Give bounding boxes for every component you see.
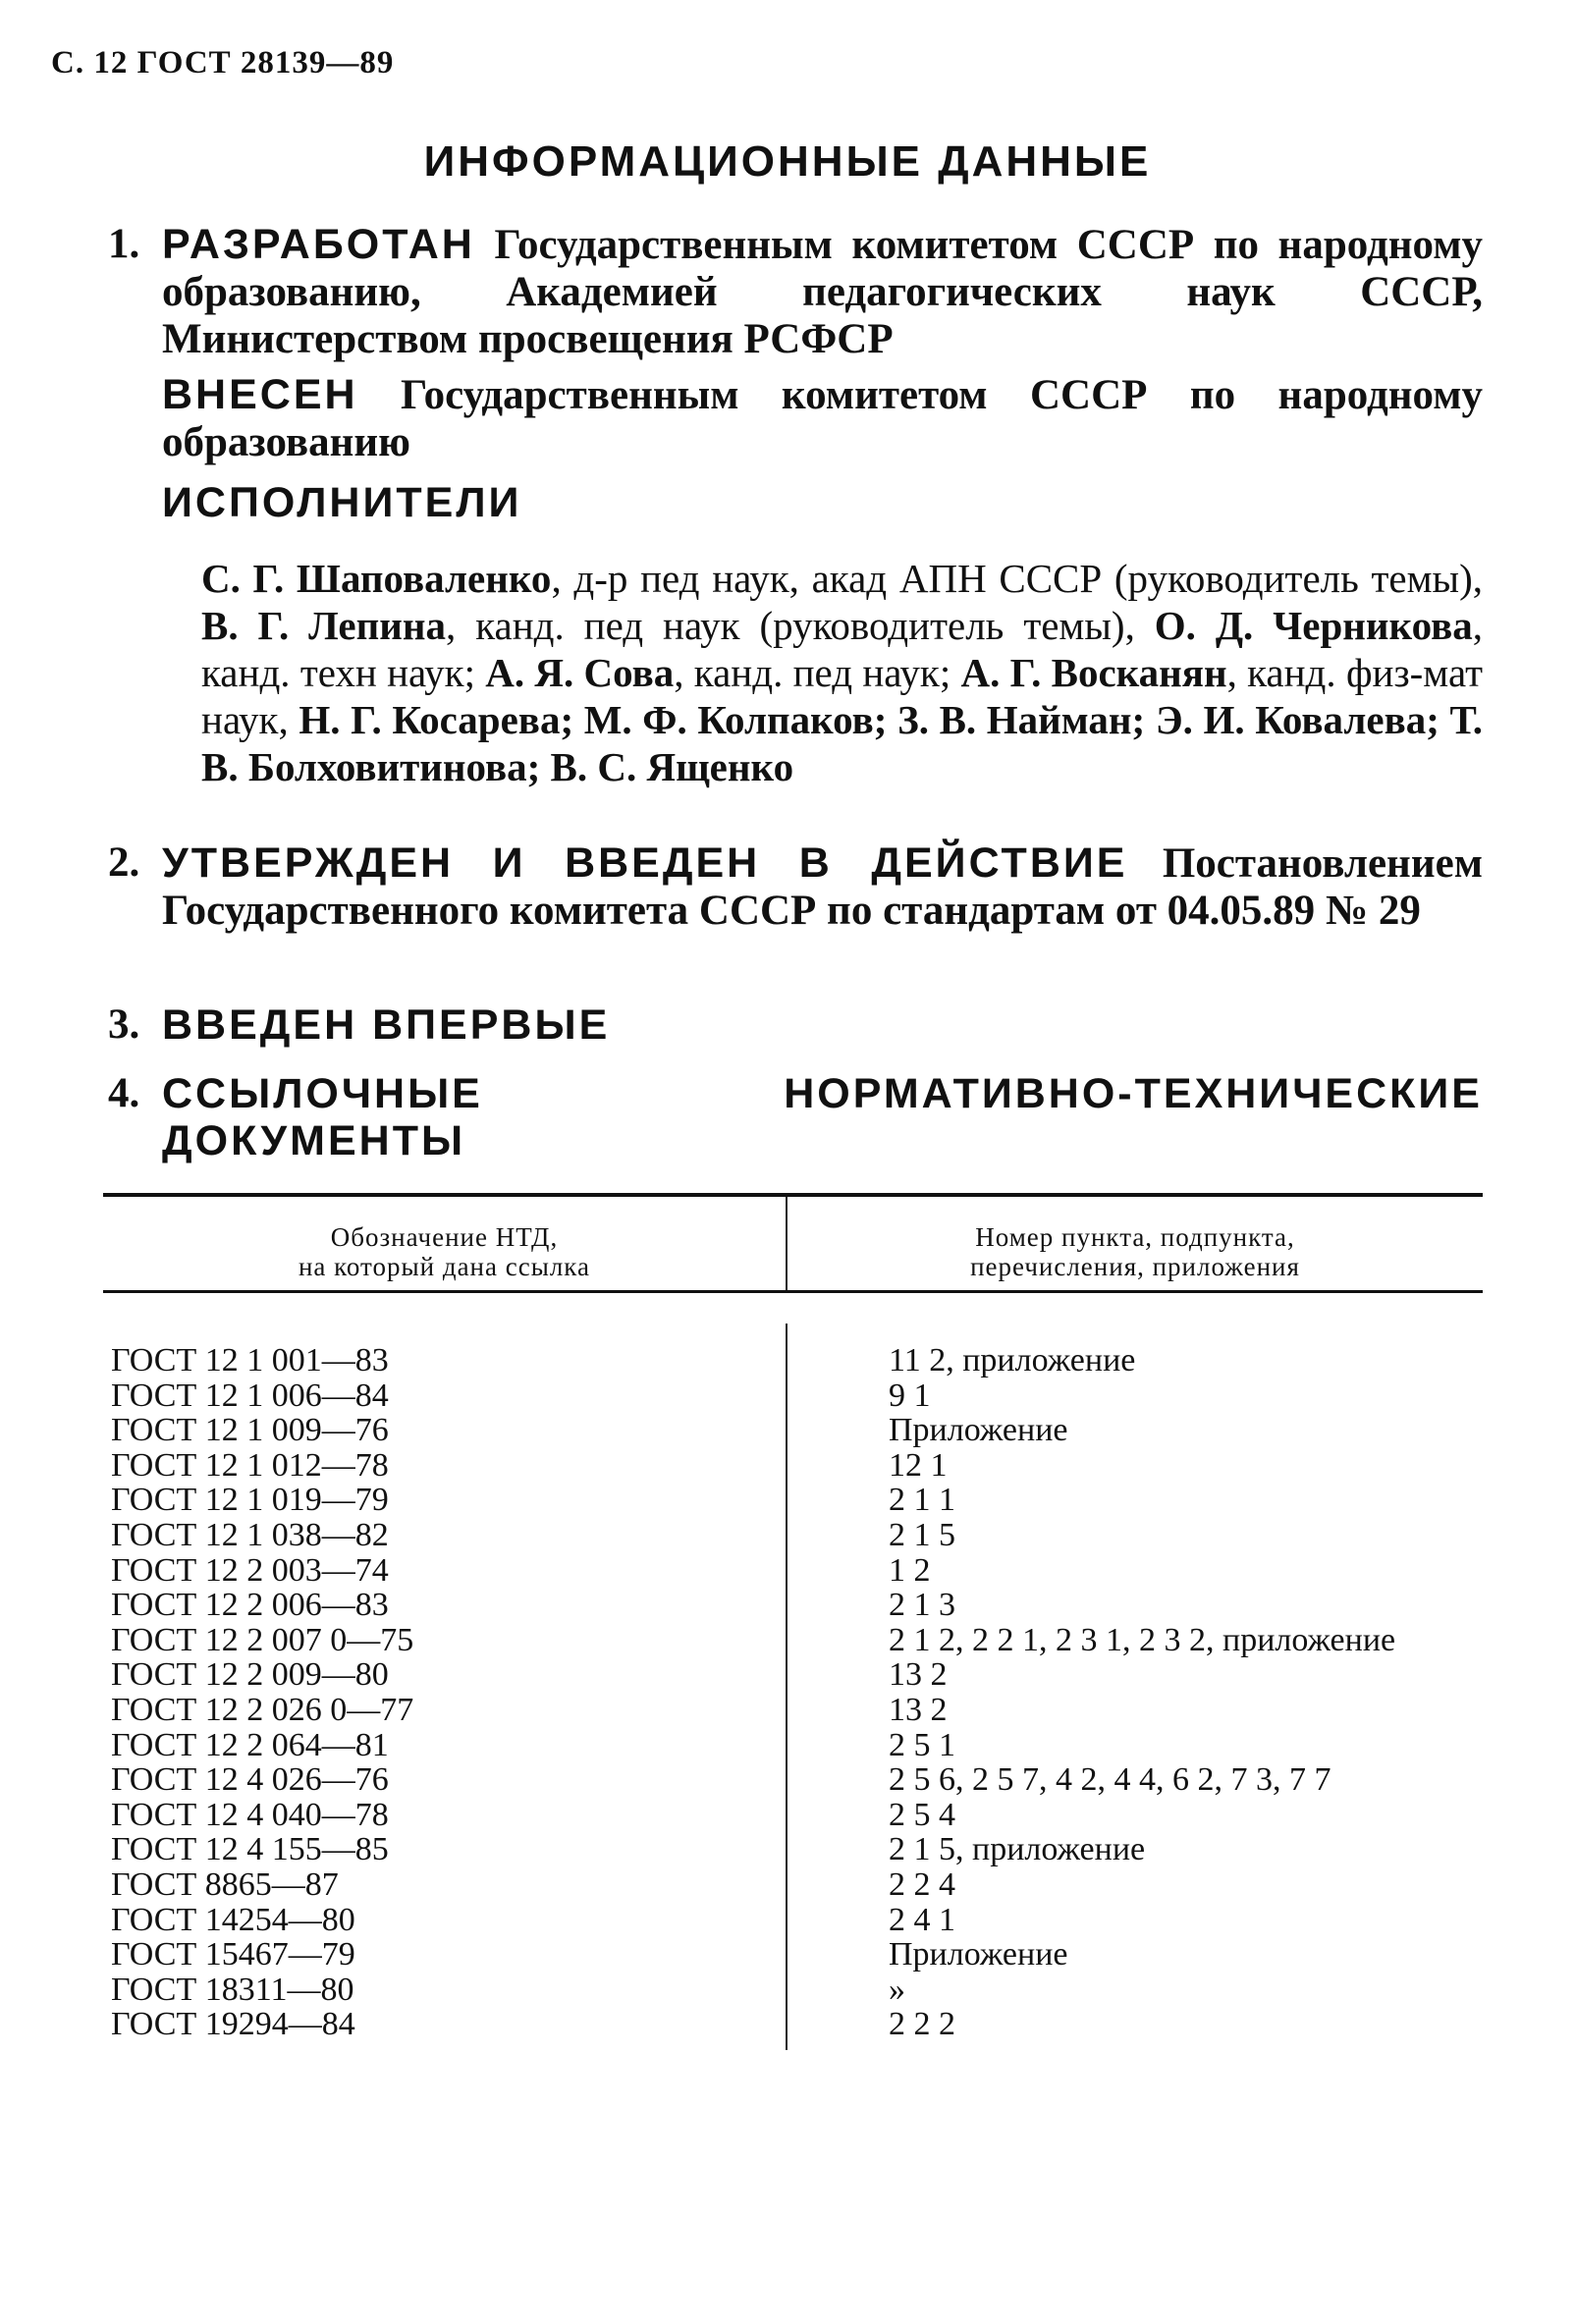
table-cell-ref: 2 1 5, приложение (889, 1831, 1146, 1868)
table-cell-ref: 2 1 3 (889, 1587, 955, 1624)
table-cell-doc: ГОСТ 8865—87 (111, 1865, 339, 1903)
ispolniteli-list (201, 555, 1483, 790)
column-header-ref (788, 1222, 1483, 1281)
section-2 (108, 839, 1483, 935)
table-cell-doc: ГОСТ 12 1 012—78 (111, 1446, 389, 1484)
table-cell-ref: 2 1 2, 2 2 1, 2 3 1, 2 3 2, приложение (889, 1621, 1396, 1658)
person-name: Н. Г. Косарева; М. Ф. Колпаков; З. В. Найман; Э. И. Ковалева; Т. В. Болховитинова; В. С. Ященко (201, 697, 1483, 789)
table-cell-ref: 2 2 2 (889, 2006, 955, 2043)
table-cell-doc: ГОСТ 15467—79 (111, 1936, 355, 1973)
column-header-ref-line2: перечисления, приложения (970, 1252, 1300, 1281)
table-cell-ref: 13 2 (889, 1656, 948, 1694)
section-1-number: 1. (108, 221, 140, 267)
ispolniteli-heading: ИСПОЛНИТЕЛИ (162, 479, 522, 526)
person-role: , канд. пед наук (руководитель темы), (446, 603, 1155, 648)
table-cell-doc: ГОСТ 14254—80 (111, 1901, 355, 1938)
table-cell-doc: ГОСТ 12 2 026 0—77 (111, 1691, 414, 1728)
person-name: О. Д. Черникова (1154, 603, 1473, 648)
section-4 (108, 1070, 1483, 1164)
table-cell-doc: ГОСТ 19294—84 (111, 2006, 355, 2043)
column-doc (111, 1343, 769, 2042)
table-cell-ref: 2 5 4 (889, 1796, 955, 1833)
table-cell-doc: ГОСТ 12 2 009—80 (111, 1656, 389, 1694)
table-top-rule (103, 1193, 1483, 1197)
person-role: , канд. физ-мат наук, (201, 650, 1484, 742)
table-cell-doc: ГОСТ 12 4 155—85 (111, 1831, 389, 1868)
table-cell-doc: ГОСТ 12 4 026—76 (111, 1761, 389, 1799)
table-cell-ref: Приложение (889, 1412, 1068, 1449)
person-name: С. Г. Шаповаленко (201, 556, 552, 601)
page-header: С. 12 ГОСТ 28139—89 (51, 45, 395, 81)
section-4-number: 4. (108, 1070, 140, 1116)
table-cell-ref: 2 5 6, 2 5 7, 4 2, 4 4, 6 2, 7 3, 7 7 (889, 1761, 1331, 1799)
vnesen-text: Государственным комитетом СССР по народному образованию (162, 372, 1483, 465)
table-cell-ref: 2 4 1 (889, 1901, 955, 1938)
page-title: ИНФОРМАЦИОННЫЕ ДАННЫЕ (423, 137, 1152, 186)
column-header-doc-line1: Обозначение НТД, (330, 1222, 559, 1252)
table-cell-doc: ГОСТ 12 1 038—82 (111, 1516, 389, 1553)
table-cell-doc: ГОСТ 12 1 001—83 (111, 1342, 389, 1378)
person-role: , д-р пед наук, акад АПН СССР (руководитель темы), (551, 556, 1483, 601)
person-name: В. Г. Лепина (201, 603, 447, 648)
person-role: , канд. пед наук; (674, 650, 961, 695)
table-header-rule (103, 1290, 1483, 1293)
table-cell-ref: 9 1 (889, 1377, 931, 1414)
vnesen-label: ВНЕСЕН (162, 371, 358, 418)
section-4-label: ССЫЛОЧНЫЕ НОРМАТИВНО-ТЕХНИЧЕСКИЕ ДОКУМЕНТЫ (162, 1070, 1483, 1164)
table-cell-ref: 12 1 (889, 1446, 948, 1484)
section-1 (108, 221, 1483, 363)
table-cell-ref: 2 5 1 (889, 1726, 955, 1763)
table-cell-ref: Приложение (889, 1936, 1068, 1973)
column-header-ref-line1: Номер пункта, подпункта, (975, 1222, 1295, 1252)
table-cell-ref: » (889, 1971, 905, 2008)
table-cell-ref: 2 1 5 (889, 1516, 955, 1553)
table-cell-doc: ГОСТ 12 1 009—76 (111, 1412, 389, 1449)
section-3-number: 3. (108, 1001, 140, 1048)
table-cell-doc: ГОСТ 12 2 006—83 (111, 1587, 389, 1624)
person-role: , канд. техн наук; (201, 603, 1484, 695)
section-1-label: РАЗРАБОТАН (162, 221, 475, 268)
person-name: А. Я. Сова (485, 650, 675, 695)
section-2-body (162, 839, 1483, 935)
vnesen-block (162, 371, 1483, 466)
table-cell-doc: ГОСТ 12 4 040—78 (111, 1796, 389, 1833)
table-cell-doc: ГОСТ 12 1 019—79 (111, 1482, 389, 1519)
section-2-text: Постановлением Государственного комитета СССР по стандартам от 04.05.89 № 29 (162, 840, 1483, 934)
section-3-label: ВВЕДЕН ВПЕРВЫЕ (162, 1001, 611, 1049)
table-cell-ref: 11 2, приложение (889, 1342, 1136, 1378)
table-body-divider (786, 1324, 788, 2050)
column-header-doc (103, 1222, 786, 1281)
section-2-number: 2. (108, 839, 140, 886)
column-header-doc-line2: на который дана ссылка (298, 1252, 591, 1281)
section-2-label: УТВЕРЖДЕН И ВВЕДЕН В ДЕЙСТВИЕ (162, 839, 1128, 887)
table-cell-doc: ГОСТ 12 2 007 0—75 (111, 1621, 414, 1658)
table-cell-ref: 2 2 4 (889, 1865, 955, 1903)
table-cell-doc: ГОСТ 12 2 064—81 (111, 1726, 389, 1763)
table-cell-ref: 13 2 (889, 1691, 948, 1728)
table-cell-doc: ГОСТ 12 1 006—84 (111, 1377, 389, 1414)
section-1-body (162, 221, 1483, 363)
table-cell-doc: ГОСТ 12 2 003—74 (111, 1551, 389, 1589)
person-name: А. Г. Восканян (960, 650, 1227, 695)
column-ref (889, 1343, 1478, 2042)
table-cell-ref: 1 2 (889, 1551, 931, 1589)
section-3 (108, 1001, 610, 1050)
section-1-text: Государственным комитетом СССР по народному образованию, Академией педагогических наук СССР, Министерством просвещения РСФСР (162, 222, 1483, 362)
table-cell-ref: 2 1 1 (889, 1482, 955, 1519)
table-cell-doc: ГОСТ 18311—80 (111, 1971, 354, 2008)
